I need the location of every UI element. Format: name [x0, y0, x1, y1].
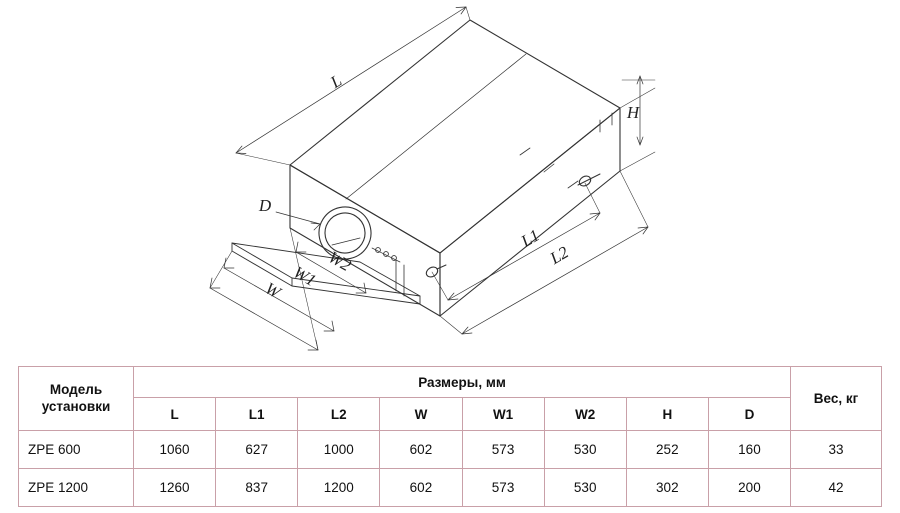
dim-label-W1: W1 [290, 262, 320, 291]
dim-label-D: D [258, 196, 272, 215]
dim-label-H: H [626, 103, 640, 122]
cell-H: 252 [626, 431, 708, 469]
header-model-line2: установки [41, 398, 111, 414]
header-col-D: D [708, 398, 790, 431]
table-row [19, 431, 882, 469]
cell-W2: 530 [544, 469, 626, 507]
cell-H: 302 [626, 469, 708, 507]
spec-table [18, 366, 882, 507]
dim-label-L2: L2 [546, 242, 572, 268]
unit-top-face [290, 20, 620, 253]
dim-label-W2: W2 [325, 247, 355, 276]
spec-table-body [19, 431, 882, 507]
header-col-W: W [380, 398, 462, 431]
cell-W1: 573 [462, 469, 544, 507]
header-col-H: H [626, 398, 708, 431]
dim-label-W: W [261, 278, 284, 303]
cell-D: 160 [708, 431, 790, 469]
cell-L: 1260 [134, 469, 216, 507]
header-model [19, 367, 134, 431]
cell-model: ZPE 600 [19, 431, 134, 469]
header-col-W1: W1 [462, 398, 544, 431]
header-col-L: L [134, 398, 216, 431]
cell-model: ZPE 1200 [19, 469, 134, 507]
cell-D: 200 [708, 469, 790, 507]
cell-L2: 1200 [298, 469, 380, 507]
duct-spigot-inner [321, 209, 368, 256]
table-row [19, 469, 882, 507]
dim-line-W [210, 288, 318, 350]
dim-leader-D [276, 212, 320, 224]
header-weight: Вес, кг [791, 367, 882, 431]
header-dims-group: Размеры, мм [134, 367, 791, 398]
cell-L1: 837 [216, 469, 298, 507]
cell-weight: 33 [791, 431, 882, 469]
dim-line-L1 [448, 213, 600, 300]
spec-table-header-row-2 [19, 398, 882, 431]
header-col-L2: L2 [298, 398, 380, 431]
spec-table-header-row-1 [19, 367, 882, 398]
cell-L: 1060 [134, 431, 216, 469]
cell-L1: 627 [216, 431, 298, 469]
cell-W: 602 [380, 431, 462, 469]
unit-side-face [440, 108, 620, 316]
dim-label-L1: L1 [517, 225, 543, 251]
dim-line-W1 [224, 268, 334, 331]
header-model-line1: Модель [49, 381, 103, 397]
cell-W1: 573 [462, 431, 544, 469]
cell-weight: 42 [791, 469, 882, 507]
cell-W: 602 [380, 469, 462, 507]
cell-W2: 530 [544, 431, 626, 469]
dim-line-L2 [462, 227, 648, 334]
spec-table-wrap [18, 366, 882, 507]
dim-line-L [236, 7, 466, 153]
spec-table-head [19, 367, 882, 431]
cell-L2: 1000 [298, 431, 380, 469]
dim-label-L: L [327, 70, 346, 92]
header-col-L1: L1 [216, 398, 298, 431]
header-col-W2: W2 [544, 398, 626, 431]
